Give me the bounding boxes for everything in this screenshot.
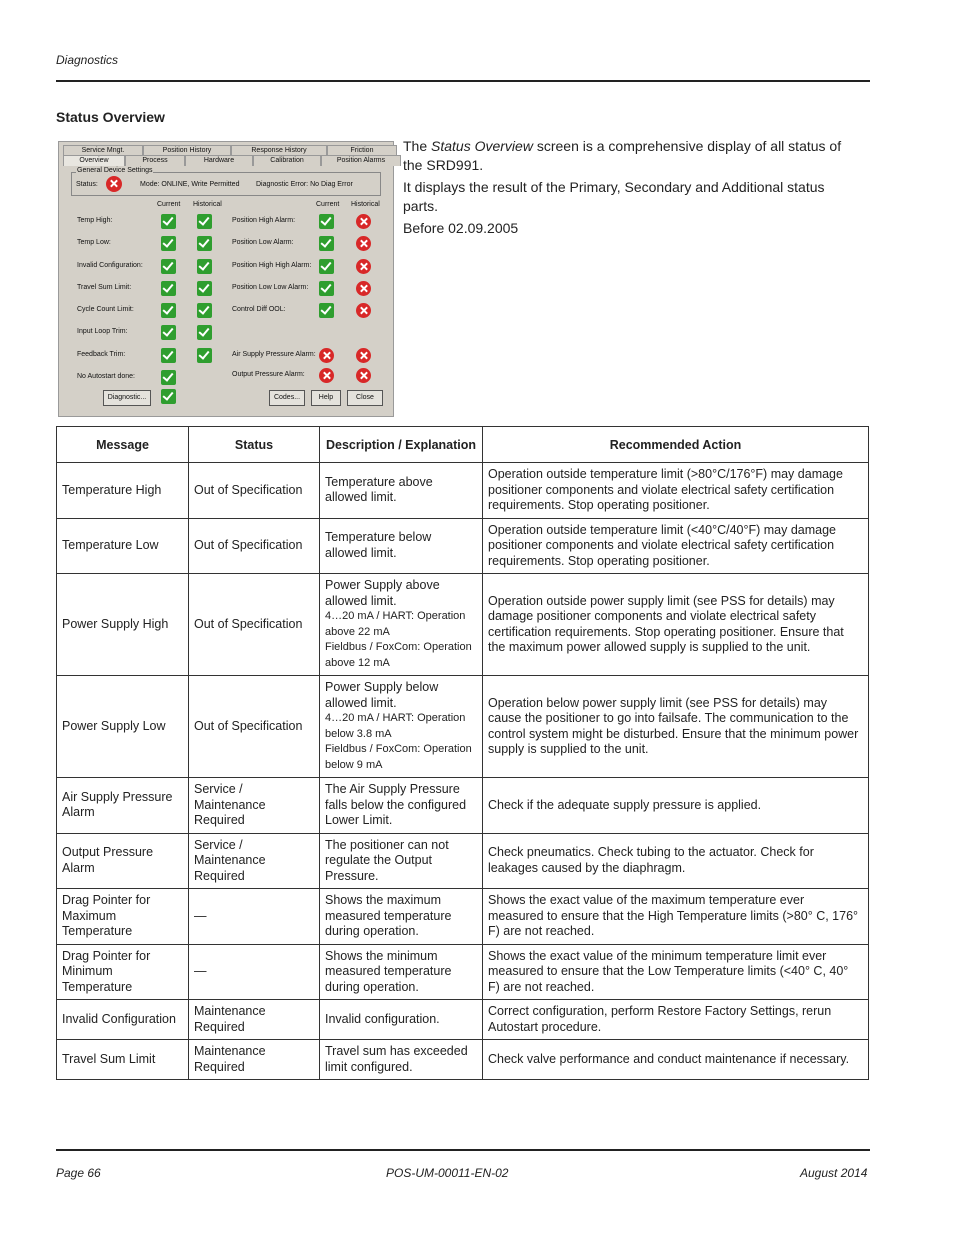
intro-paragraph-1: The Status Overview screen is a comprehensive display of all status of the SRD991. <box>403 138 842 173</box>
intro-paragraph-2: It displays the result of the Primary, Secondary and Additional status parts. <box>403 179 825 214</box>
status-row-label: Control Diff OOL: <box>232 306 286 313</box>
status-row-label: Position High High Alarm: <box>232 262 312 269</box>
cell-message: Air Supply Pressure Alarm <box>57 778 189 834</box>
check-icon <box>319 303 334 318</box>
check-icon <box>161 281 176 296</box>
check-icon <box>197 325 212 340</box>
cell-status: — <box>189 944 320 1000</box>
error-icon <box>356 303 371 318</box>
cell-status: Maintenance Required <box>189 1000 320 1040</box>
tab-row-2 <box>63 155 401 166</box>
status-row-label: Cycle Count Limit: <box>77 306 134 313</box>
tab-overview: Overview <box>63 155 125 166</box>
status-row-label: Output Pressure Alarm: <box>232 371 305 378</box>
status-row-label: Temp Low: <box>77 239 111 246</box>
table-row <box>57 889 869 945</box>
description-text: Temperature above allowed limit. <box>325 474 433 505</box>
header-status: Status <box>189 427 320 463</box>
status-row-label: Position Low Low Alarm: <box>232 284 309 291</box>
check-icon <box>161 214 176 229</box>
description-detail: Fieldbus / FoxCom: Operation above 12 mA <box>325 641 472 669</box>
table-row <box>57 1040 869 1080</box>
status-row-label: Invalid Configuration: <box>77 262 143 269</box>
close-button[interactable]: Close <box>347 390 383 406</box>
cell-status: Service / Maintenance Required <box>189 833 320 889</box>
cell-description <box>320 518 483 574</box>
header-action: Recommended Action <box>483 427 869 463</box>
codes-button[interactable]: Codes... <box>269 390 305 406</box>
cell-description <box>320 833 483 889</box>
tab-position-alarms: Position Alarms <box>321 155 401 166</box>
error-icon <box>356 348 371 363</box>
cell-status: Out of Specification <box>189 676 320 778</box>
status-overview-screenshot <box>58 141 394 417</box>
check-icon <box>161 370 176 385</box>
tab-friction: Friction <box>327 145 397 156</box>
document-id: POS-UM-00011-EN-02 <box>386 1166 509 1180</box>
col-historical-right: Historical <box>351 201 380 208</box>
status-row-label: Air Supply Pressure Alarm: <box>232 351 316 358</box>
cell-description <box>320 463 483 519</box>
cell-description <box>320 574 483 676</box>
cell-action: Check pneumatics. Check tubing to the actuator. Check for leakages caused by the diaphragm. <box>483 833 869 889</box>
cell-status: Maintenance Required <box>189 1040 320 1080</box>
cell-status: Out of Specification <box>189 574 320 676</box>
status-row-label: Travel Sum Limit: <box>77 284 132 291</box>
status-row-label: Feedback Trim: <box>77 351 126 358</box>
cell-action: Correct configuration, perform Restore Factory Settings, rerun Autostart procedure. <box>483 1000 869 1040</box>
description-text: Travel sum has exceeded limit configured. <box>325 1044 468 1074</box>
cell-message: Output Pressure Alarm <box>57 833 189 889</box>
description-detail: 4…20 mA / HART: Operation above 22 mA <box>325 610 466 638</box>
tab-calibration: Calibration <box>253 155 321 166</box>
cell-status: Out of Specification <box>189 463 320 519</box>
check-icon <box>197 259 212 274</box>
cell-message: Drag Pointer for Minimum Temperature <box>57 944 189 1000</box>
cell-status: Out of Specification <box>189 518 320 574</box>
diagnostics-table <box>56 426 869 1080</box>
check-icon <box>161 303 176 318</box>
header-description: Description / Explanation <box>320 427 483 463</box>
check-icon <box>197 281 212 296</box>
cell-action: Check valve performance and conduct maintenance if necessary. <box>483 1040 869 1080</box>
cell-message: Drag Pointer for Maximum Temperature <box>57 889 189 945</box>
header-rule <box>56 80 870 82</box>
error-icon <box>356 259 371 274</box>
table-row <box>57 676 869 778</box>
check-icon <box>319 236 334 251</box>
check-icon <box>161 236 176 251</box>
description-text: Invalid configuration. <box>325 1011 440 1026</box>
table-row <box>57 1000 869 1040</box>
tab-position-history: Position History <box>143 145 231 156</box>
check-icon <box>161 348 176 363</box>
cell-description <box>320 1000 483 1040</box>
col-current-right: Current <box>316 201 340 208</box>
diag-error-text: Diagnostic Error: No Diag Error <box>256 181 353 188</box>
error-icon <box>319 368 334 383</box>
table-row <box>57 778 869 834</box>
cell-action: Operation outside temperature limit (<40°C/40°F) may damage positioner components and violate electrical safety certification requirements. Stop operating positioner. <box>483 518 869 574</box>
check-icon <box>319 281 334 296</box>
cell-description <box>320 944 483 1000</box>
check-icon <box>197 214 212 229</box>
cell-message: Power Supply Low <box>57 676 189 778</box>
check-icon <box>197 348 212 363</box>
check-icon <box>319 214 334 229</box>
check-icon <box>161 325 176 340</box>
cell-action: Operation outside temperature limit (>80°C/176°F) may damage positioner components and violate electrical safety certification requirements. Stop operating positioner. <box>483 463 869 519</box>
general-settings-group <box>71 167 381 196</box>
error-icon <box>356 214 371 229</box>
check-icon <box>161 259 176 274</box>
cell-message: Temperature Low <box>57 518 189 574</box>
table-row <box>57 944 869 1000</box>
description-text: Temperature below allowed limit. <box>325 530 432 560</box>
description-text: The positioner can not regulate the Output Pressure. <box>325 837 449 883</box>
help-button[interactable]: Help <box>311 390 341 406</box>
description-detail: Fieldbus / FoxCom: Operation below 9 mA <box>325 743 472 771</box>
cell-action: Shows the exact value of the minimum temperature limit ever measured to ensure that the Low Temperature limits (<40° C, 40° F) are not reached. <box>483 944 869 1000</box>
cell-description <box>320 676 483 778</box>
tab-service-mngt: Service Mngt. <box>63 145 143 156</box>
cell-status: — <box>189 889 320 945</box>
mode-text: Mode: ONLINE, Write Permitted <box>140 181 240 188</box>
table-row <box>57 518 869 574</box>
error-icon <box>356 368 371 383</box>
cell-action: Operation outside power supply limit (see PSS for details) may damage positioner components and violate electrical safety certification requirements. Stop operating positioner. Ensure that the maximum power allowed supply is supplied to the unit. <box>483 574 869 676</box>
col-historical-left: Historical <box>193 201 222 208</box>
cell-action: Shows the exact value of the maximum temperature ever measured to ensure that the High Temperature limits (>80° C, 176° F) are not reached. <box>483 889 869 945</box>
status-row-label: Position Low Alarm: <box>232 239 294 246</box>
description-text: Shows the maximum measured temperature during operation. <box>325 893 452 938</box>
footer-rule <box>56 1149 870 1151</box>
col-current-left: Current <box>157 201 181 208</box>
cell-description <box>320 889 483 945</box>
description-text: Power Supply below allowed limit. <box>325 680 439 710</box>
status-row-label: Position High Alarm: <box>232 217 296 224</box>
cell-message: Power Supply High <box>57 574 189 676</box>
cell-message: Temperature High <box>57 463 189 519</box>
intro-text <box>403 137 863 241</box>
description-detail: 4…20 mA / HART: Operation below 3.8 mA <box>325 712 466 740</box>
check-icon <box>197 236 212 251</box>
cell-action: Operation below power supply limit (see PSS for details) may cause the positioner to go into failsafe. The communication to the control system might be disturbed. Ensure that the minimum power supply is supplied to the unit. <box>483 676 869 778</box>
description-text: Power Supply above allowed limit. <box>325 578 440 608</box>
error-icon <box>356 281 371 296</box>
table-header-row <box>57 427 869 463</box>
error-icon <box>319 348 334 363</box>
table-row <box>57 463 869 519</box>
check-icon <box>161 389 176 404</box>
cell-description <box>320 778 483 834</box>
tab-process: Process <box>125 155 185 166</box>
header-message: Message <box>57 427 189 463</box>
cell-status: Service / Maintenance Required <box>189 778 320 834</box>
group-title: General Device Settings <box>77 167 153 174</box>
status-row-label: Temp High: <box>77 217 113 224</box>
table-row <box>57 574 869 676</box>
cell-action: Check if the adequate supply pressure is applied. <box>483 778 869 834</box>
status-row-label: Input Loop Trim: <box>77 328 128 335</box>
tab-response-history: Response History <box>231 145 327 156</box>
description-text: Shows the minimum measured temperature during operation. <box>325 948 452 994</box>
page-number: Page 66 <box>56 1166 101 1180</box>
error-icon <box>106 176 122 192</box>
section-title: Status Overview <box>56 109 165 125</box>
cell-message: Invalid Configuration <box>57 1000 189 1040</box>
intro-paragraph-3: Before 02.09.2005 <box>403 220 519 236</box>
tab-hardware: Hardware <box>185 155 253 166</box>
cell-description <box>320 1040 483 1080</box>
table-row <box>57 833 869 889</box>
description-text: The Air Supply Pressure falls below the configured Lower Limit. <box>325 782 467 827</box>
status-label: Status: <box>76 181 98 188</box>
running-header: Diagnostics <box>56 53 119 67</box>
status-row-label: No Autostart done: <box>77 373 135 380</box>
check-icon <box>319 259 334 274</box>
publication-date: August 2014 <box>800 1166 868 1180</box>
cell-message: Travel Sum Limit <box>57 1040 189 1080</box>
check-icon <box>197 303 212 318</box>
error-icon <box>356 236 371 251</box>
diagnostic-button[interactable]: Diagnostic... <box>103 390 151 406</box>
